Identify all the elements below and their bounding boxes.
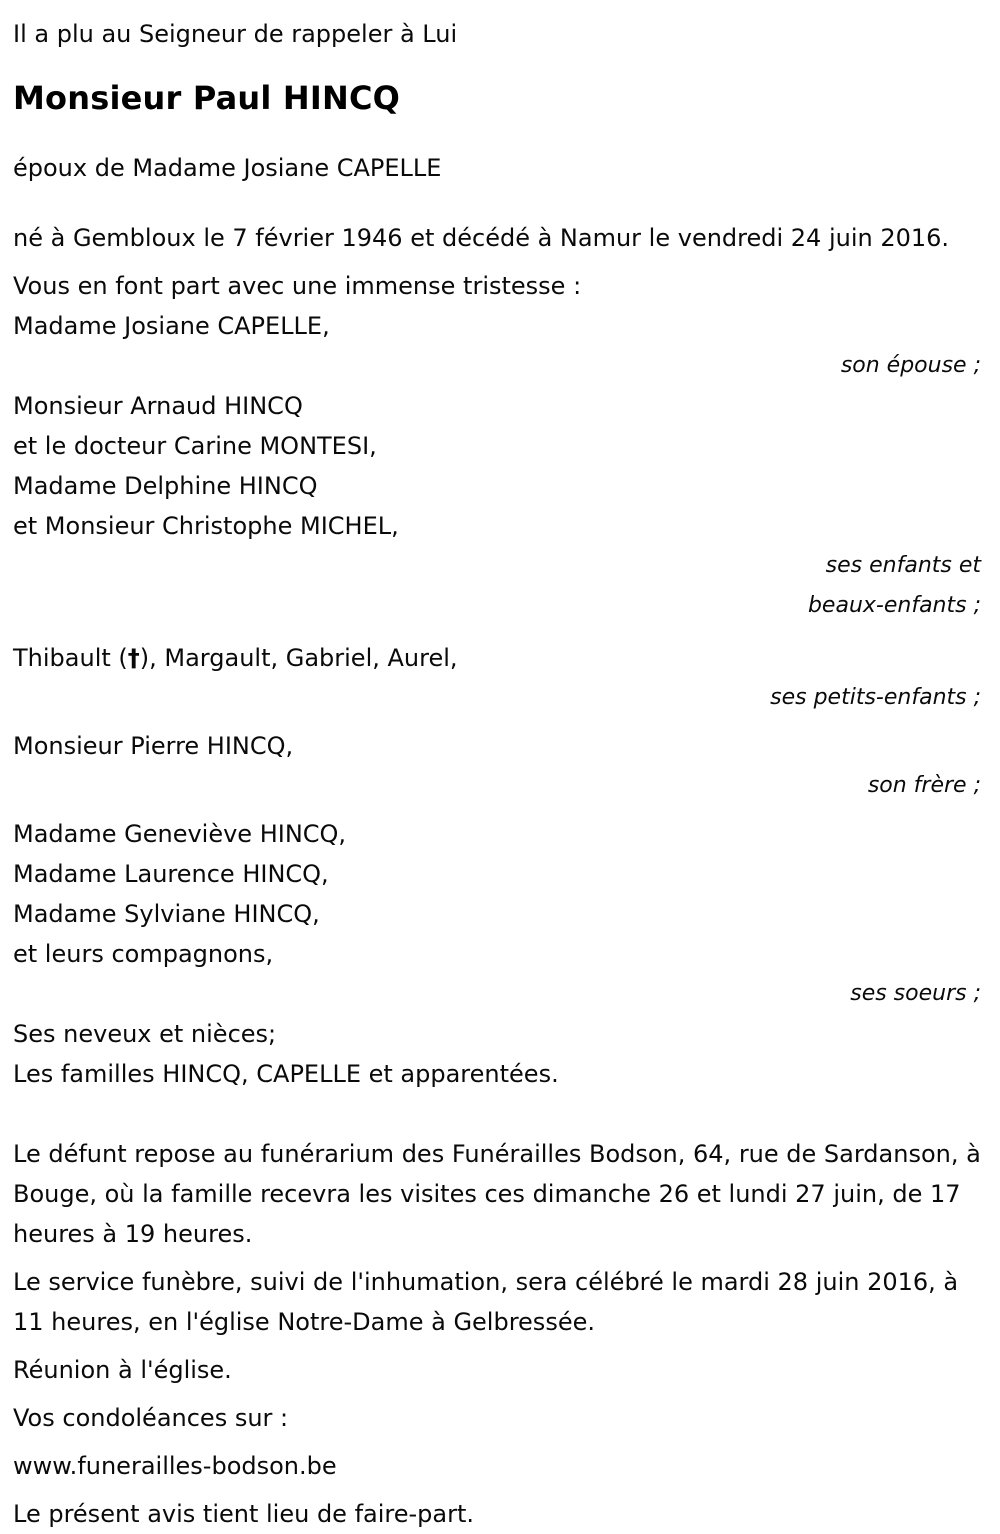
condolences-website-link[interactable]: www.funerailles-bodson.be bbox=[13, 1452, 337, 1480]
spacer bbox=[13, 1486, 990, 1494]
spacer bbox=[13, 1438, 990, 1446]
survivor-group-grandchildren bbox=[13, 638, 990, 718]
extended-family-line: Les familles HINCQ, CAPELLE et apparentées. bbox=[13, 1060, 559, 1088]
survivor-name: et le docteur Carine MONTESI, bbox=[13, 432, 377, 460]
spacer bbox=[13, 188, 990, 218]
survivor-name: Madame Josiane CAPELLE, bbox=[13, 312, 330, 340]
spacer bbox=[13, 1342, 990, 1350]
survivor-relation: beaux-enfants ; bbox=[807, 593, 981, 618]
survivor-group-sisters bbox=[13, 814, 990, 1014]
spouse-line: époux de Madame Josiane CAPELLE bbox=[13, 154, 442, 182]
survivor-relation: ses petits-enfants ; bbox=[770, 685, 981, 710]
spacer bbox=[13, 258, 990, 266]
survivor-relation: ses enfants et bbox=[825, 553, 981, 578]
footer-note: Le présent avis tient lieu de faire-part. bbox=[13, 1500, 475, 1528]
spacer bbox=[13, 1254, 990, 1262]
survivor-name: Madame Geneviève HINCQ, bbox=[13, 820, 347, 848]
condolences-label: Vos condoléances sur : bbox=[13, 1404, 289, 1432]
service-paragraph: Le service funèbre, suivi de l'inhumation, sera célébré le mardi 28 juin 2016, à 11 heures, en l'église Notre-Dame à Gelbressée. bbox=[13, 1268, 959, 1336]
spacer bbox=[13, 626, 990, 638]
survivor-name: Monsieur Arnaud HINCQ bbox=[13, 392, 303, 420]
spacer bbox=[13, 118, 990, 148]
survivor-name: Madame Delphine HINCQ bbox=[13, 472, 318, 500]
funeral-home-paragraph: Le défunt repose au funérarium des Funérailles Bodson, 64, rue de Sardanson, à Bouge, où la famille recevra les visites ces dimanche 26 et lundi 27 juin, de 17 heures à 19 heures. bbox=[13, 1140, 981, 1248]
spacer bbox=[13, 806, 990, 814]
survivor-relation: ses soeurs ; bbox=[850, 981, 981, 1006]
survivor-group-children bbox=[13, 386, 990, 626]
spacer bbox=[13, 1390, 990, 1398]
announcement-intro: Vous en font part avec une immense tristesse : bbox=[13, 272, 582, 300]
survivor-group-spouse bbox=[13, 306, 990, 386]
gathering-line: Réunion à l'église. bbox=[13, 1356, 232, 1384]
survivor-name: et Monsieur Christophe MICHEL, bbox=[13, 512, 399, 540]
deceased-name-heading: Monsieur Paul HINCQ bbox=[13, 79, 401, 117]
spacer bbox=[13, 718, 990, 726]
survivor-group-brother bbox=[13, 726, 990, 806]
survivor-relation: son frère ; bbox=[867, 773, 981, 798]
survivor-name: Madame Laurence HINCQ, bbox=[13, 860, 329, 888]
survivor-name: Monsieur Pierre HINCQ, bbox=[13, 732, 294, 760]
extended-family-block bbox=[13, 1014, 990, 1094]
spacer bbox=[13, 1094, 990, 1134]
survivor-relation: son épouse ; bbox=[840, 353, 981, 378]
dagger-icon: † bbox=[127, 644, 140, 672]
survivor-name: Madame Sylviane HINCQ, bbox=[13, 900, 320, 928]
spacer bbox=[13, 54, 990, 78]
survivor-name: Thibault (†), Margault, Gabriel, Aurel, bbox=[13, 644, 458, 672]
intro-line: Il a plu au Seigneur de rappeler à Lui bbox=[13, 20, 458, 48]
birth-death-line: né à Gembloux le 7 février 1946 et décédé à Namur le vendredi 24 juin 2016. bbox=[13, 224, 950, 252]
extended-family-line: Ses neveux et nièces; bbox=[13, 1020, 277, 1048]
survivor-name: et leurs compagnons, bbox=[13, 940, 274, 968]
